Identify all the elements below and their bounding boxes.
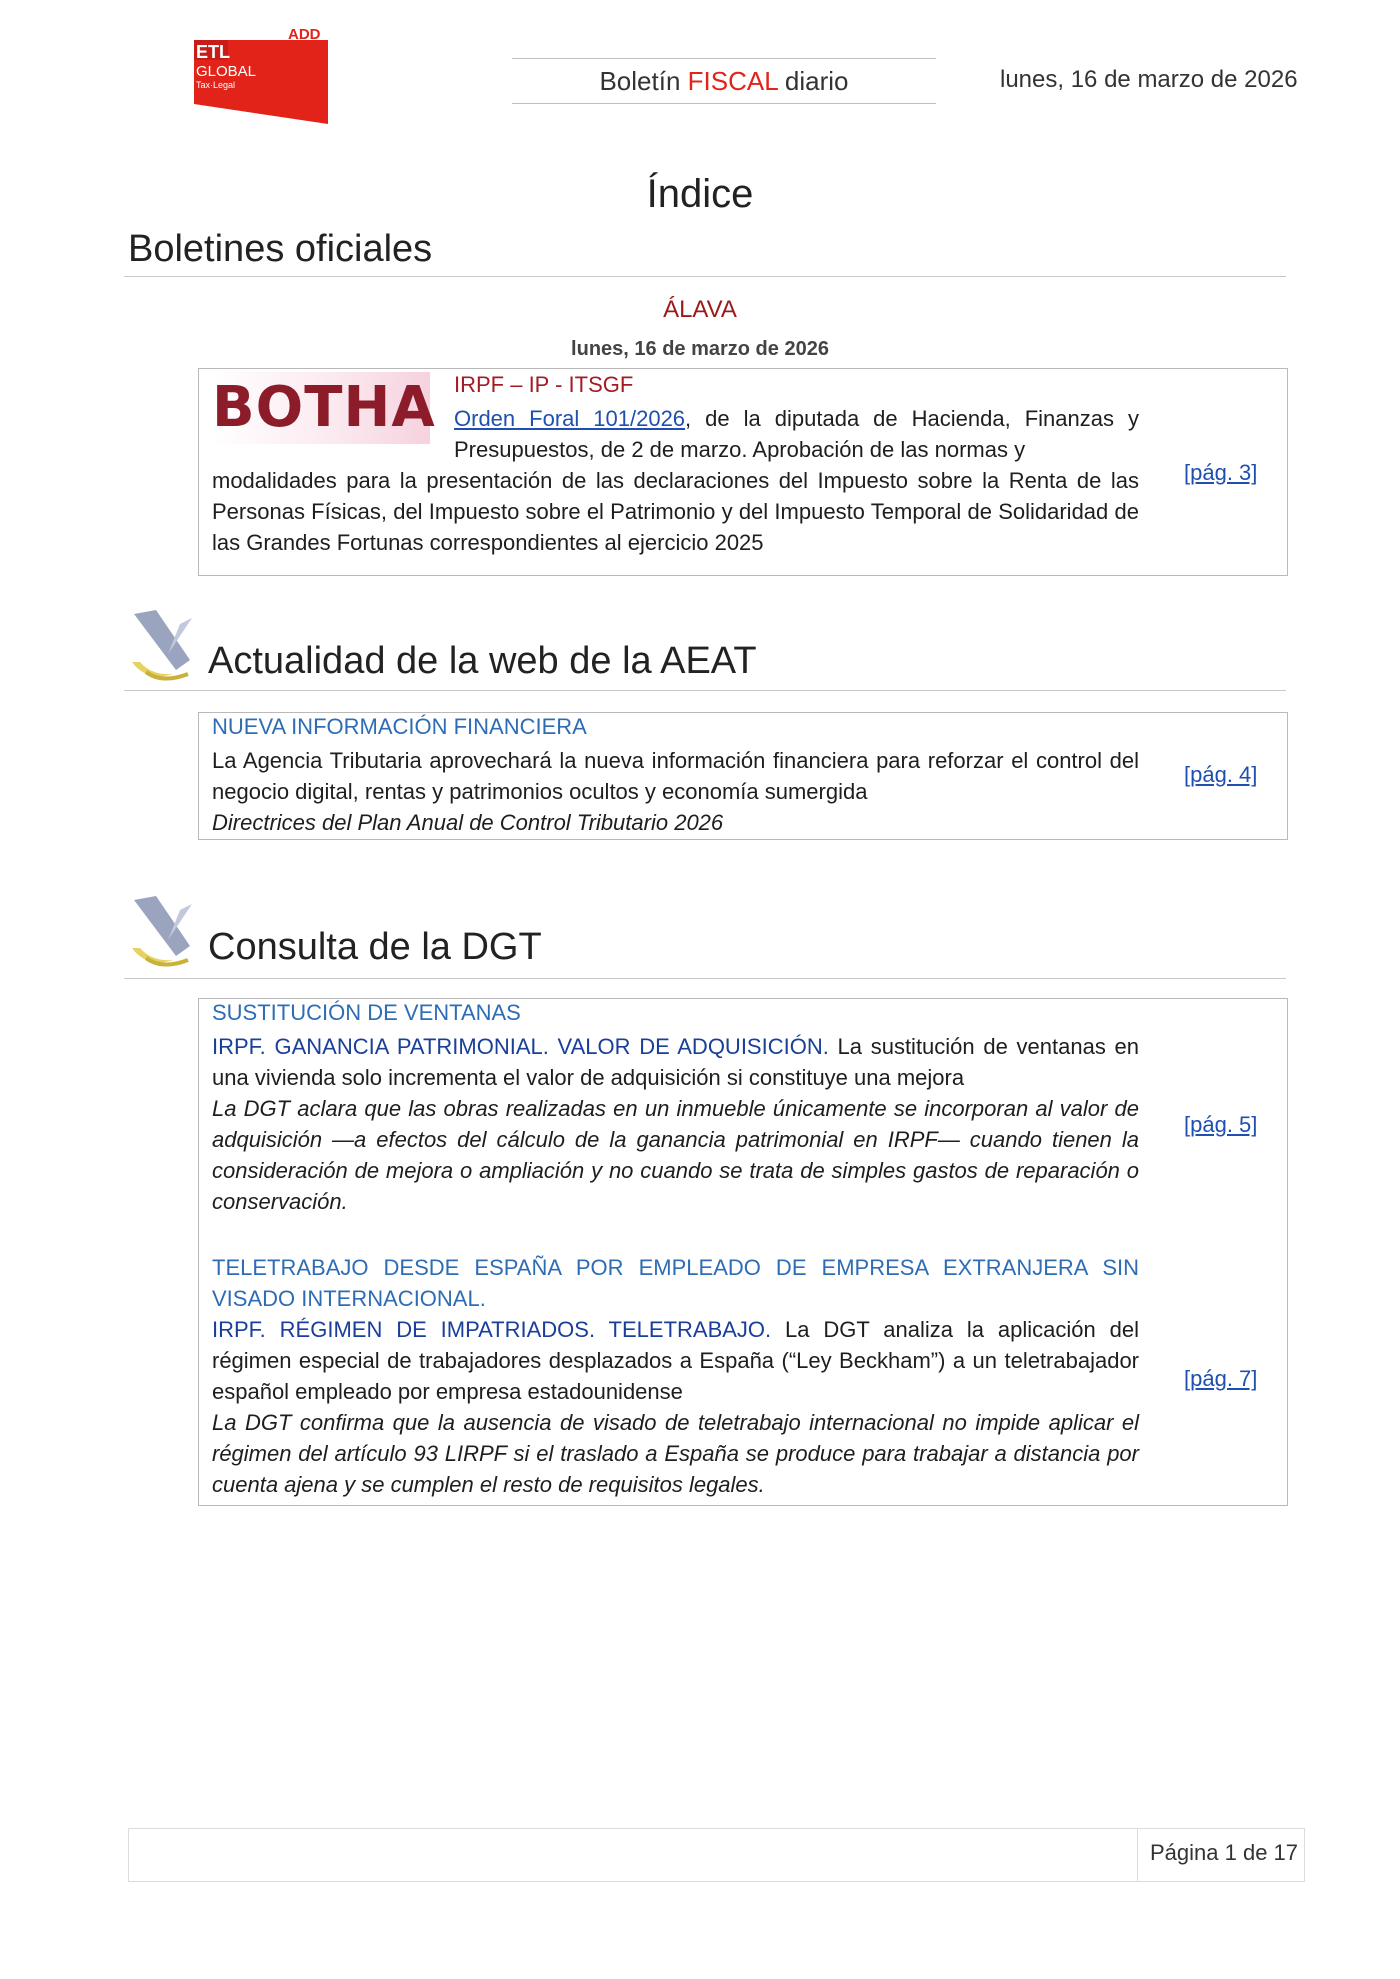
aeat-item-text: La Agencia Tributaria aprovechará la nueva información financiera para reforzar el control del negocio digital, rentas y patrimonios ocultos y economía sumergida (212, 748, 1139, 804)
title-fiscal: FISCAL (687, 66, 778, 96)
dgt-item-lead: IRPF. RÉGIMEN DE IMPATRIADOS. TELETRABAJO. (212, 1317, 772, 1342)
region-heading: ÁLAVA (663, 296, 737, 323)
region-date: lunes, 16 de marzo de 2026 (571, 338, 829, 360)
page-ref-link[interactable]: [pág. 4] (1184, 762, 1258, 787)
aeat-item-heading: NUEVA INFORMACIÓN FINANCIERA (212, 714, 587, 739)
section-divider (124, 690, 1286, 691)
botha-description: modalidades para la presentación de las declaraciones del Impuesto sobre la Renta de las Personas Físicas, del Impuesto sobre el Patrimonio y del Impuesto Temporal de Solidaridad de las Grandes Fortunas correspondientes al ejercicio 2025 (212, 468, 1139, 555)
logo-sub-text: Tax·Legal (196, 80, 236, 90)
dgt-item-text: La sustitución de ventanas en una vivienda solo incrementa el valor de adquisición si constituye una mejora (212, 1034, 1139, 1090)
aeat-item-note: Directrices del Plan Anual de Control Tributario 2026 (212, 810, 724, 835)
index-title: Índice (646, 172, 754, 216)
dgt-item-summary (212, 1314, 1139, 1407)
section-title-aeat: Actualidad de la web de la AEAT (208, 640, 757, 682)
page-ref-link[interactable]: [pág. 5] (1184, 1112, 1258, 1137)
dgt-item-note: La DGT confirma que la ausencia de visado de teletrabajo internacional no impide aplicar el régimen del artículo 93 LIRPF si el traslado a España se produce para trabajar a distancia por cuenta ajena y se cumplen el resto de requisitos legales. (212, 1410, 1139, 1497)
footer-separator (1137, 1828, 1138, 1882)
botha-intro-text: , de la diputada de Hacienda, Finanzas y Presupuestos, de 2 de marzo. Aprobación de las normas y (454, 406, 1139, 462)
section-title-dgt: Consulta de la DGT (208, 926, 542, 968)
logo-global-text: GLOBAL (196, 63, 257, 80)
botha-intro (454, 403, 1139, 465)
page-ref-link[interactable]: [pág. 7] (1184, 1366, 1258, 1391)
section-divider (124, 276, 1286, 277)
logo-add-text: ADD (288, 28, 321, 43)
orden-foral-link[interactable]: Orden Foral 101/2026 (454, 406, 686, 431)
dgt-item-note: La DGT aclara que las obras realizadas en un inmueble únicamente se incorporan al valor de adquisición —a efectos del cálculo de la ganancia patrimonial en IRPF— cuando tienen la consideración de mejora o ampliación y no cuando se trata de simples gastos de reparación o conservación. (212, 1096, 1139, 1214)
title-suffix: diario (777, 66, 849, 96)
title-prefix: Boletín (599, 66, 688, 96)
page-footer (128, 1828, 1305, 1882)
aeat-logo-icon (126, 604, 206, 684)
botha-tag: IRPF – IP - ITSGF (454, 372, 634, 397)
page-number: Página 1 de 17 (1150, 1840, 1299, 1865)
logo-etl-text: ETL (196, 42, 230, 62)
dgt-item-lead: IRPF. GANANCIA PATRIMONIAL. VALOR DE ADQUISICIÓN. (212, 1034, 829, 1059)
newsletter-title (512, 58, 936, 104)
page-ref-link[interactable]: [pág. 3] (1184, 460, 1258, 485)
section-divider (124, 978, 1286, 979)
dgt-item-heading: TELETRABAJO DESDE ESPAÑA POR EMPLEADO DE EMPRESA EXTRANJERA SIN VISADO INTERNACIONAL. (212, 1255, 1139, 1311)
dgt-item-heading: SUSTITUCIÓN DE VENTANAS (212, 1000, 521, 1025)
section-title-boletines: Boletines oficiales (128, 228, 433, 270)
botha-logo: BOTHA (212, 372, 430, 444)
dgt-item-summary (212, 1031, 1139, 1093)
aeat-logo-icon (126, 890, 206, 970)
dgt-item-text: La DGT analiza la aplicación del régimen especial de trabajadores desplazados a España (“Ley Beckham”) a un teletrabajador español empleado por empresa estadounidense (212, 1317, 1139, 1404)
header-date: lunes, 16 de marzo de 2026 (1000, 66, 1298, 93)
etl-global-logo (188, 28, 328, 124)
